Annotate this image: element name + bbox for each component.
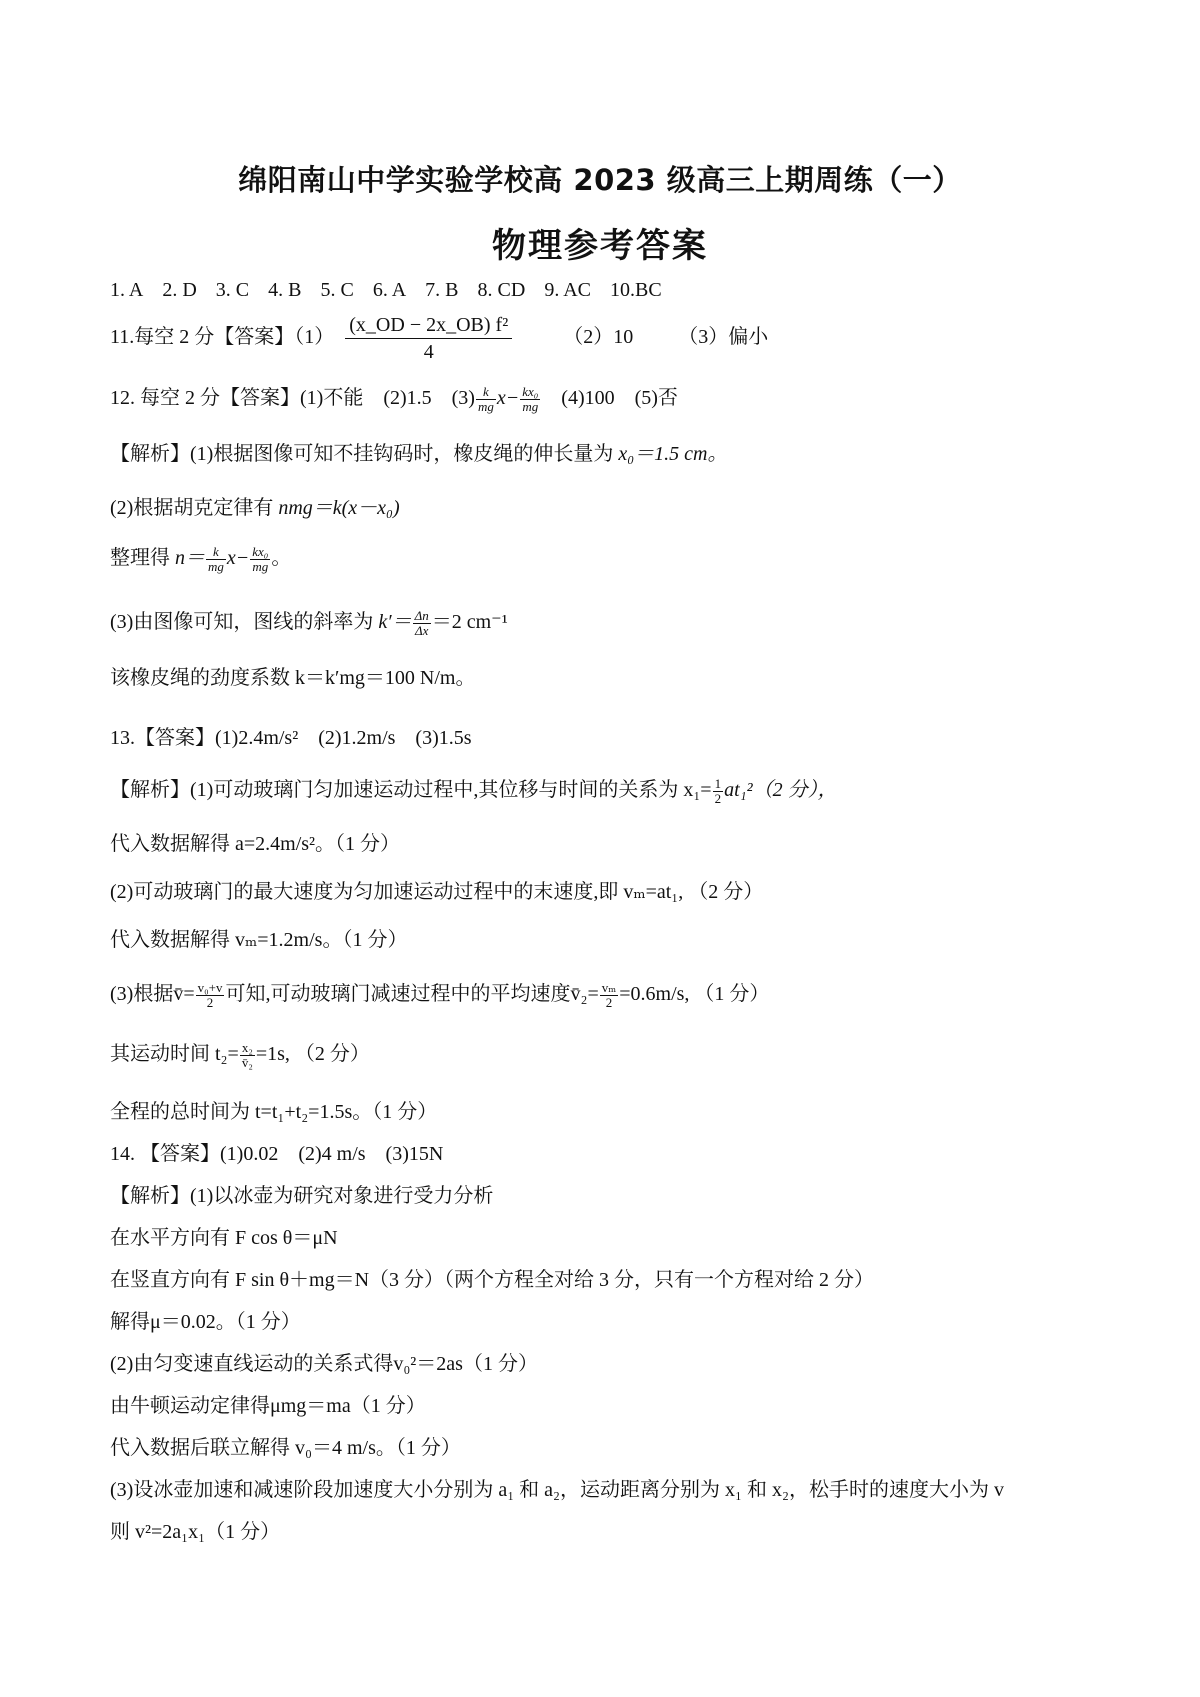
- q14-answer: 14. 【答案】(1)0.02 (2)4 m/s (3)15N: [110, 1143, 444, 1165]
- choice-answer: 1. A: [110, 279, 144, 301]
- choice-answer: 7. B: [425, 279, 459, 301]
- choice-answer: 10.BC: [610, 279, 662, 301]
- choice-answer: 3. C: [215, 279, 250, 301]
- q14-analysis-2: 在水平方向有 F cos θ＝μN: [110, 1227, 338, 1249]
- q13-answer: 13.【答案】(1)2.4m/s² (2)1.2m/s (3)1.5s: [110, 727, 472, 749]
- q14-analysis-1: 【解析】(1)以冰壶为研究对象进行受力分析: [110, 1185, 494, 1207]
- school-title: 绵阳南山中学实验学校高 2023 级高三上期周练（一）: [238, 163, 962, 197]
- document-title: 物理参考答案: [492, 226, 708, 266]
- choice-answers: [110, 276, 1110, 304]
- choice-answer: 5. C: [320, 279, 354, 301]
- q14-analysis-4: 解得μ＝0.02。（1 分）: [110, 1311, 301, 1333]
- q12-answer: 12. 每空 2 分【答案】(1)不能 (2)1.5 (3) $\frac{k}{mg}$ x− $\frac{\text{kx₀}}{mg}$ (4)100 (5)否: [110, 383, 678, 414]
- q13-analysis-1: 【解析】(1)可动玻璃门匀加速运动过程中,其位移与时间的关系为 x₁= $\frac{1}{2}$ at₁²（2 分），: [110, 775, 838, 806]
- q12-fraction-k: $\frac{k}{mg}$: [477, 383, 494, 414]
- choice-answer: 8. CD: [477, 279, 526, 301]
- choice-answer: 6. A: [372, 279, 407, 301]
- q12-analysis-4: (3)由图像可知，图线的斜率为 k′＝ $\frac{\Delta n}{\Delta x}$ ＝2 cm⁻¹: [110, 607, 508, 638]
- q13-analysis-6: 其运动时间 t₂= $\frac{\text{x₂}}{\text{v̄₂}}$ =1s, （2 分）: [110, 1039, 370, 1070]
- q12-analysis-1: 【解析】(1)根据图像可知不挂钩码时，橡皮绳的伸长量为 x₀＝1.5 cm。: [110, 443, 728, 465]
- q12-fraction-kx0: $\frac{\text{kx₀}}{mg}$: [522, 383, 539, 414]
- choice-answer: 9. AC: [544, 279, 591, 301]
- q14-analysis-3: 在竖直方向有 F sin θ＋mg＝N（3 分）（两个方程全对给 3 分，只有一个方程对给 2 分）: [110, 1269, 875, 1291]
- choice-answer: 2. D: [162, 279, 197, 301]
- q14-analysis-7: 代入数据后联立解得 v₀＝4 m/s。（1 分）: [110, 1437, 461, 1459]
- q12-analysis-2: (2)根据胡克定律有 nmg＝k(x－x₀): [110, 497, 400, 519]
- q11-answer: 11.每空 2 分【答案】（1） $\frac{\text{(x\_OD − 2x\_OB) f²}}{4}$ （2）10 （3）偏小: [110, 314, 769, 363]
- q12-analysis-3: 整理得 n＝ $\frac{k}{mg}$ x− $\frac{\text{kx₀}}{mg}$ 。: [110, 543, 292, 574]
- q14-analysis-9: 则 v²=2a₁x₁（1 分）: [110, 1521, 281, 1543]
- q13-analysis-3: (2)可动玻璃门的最大速度为匀加速运动过程中的末速度,即 vₘ=at₁, （2 分）: [110, 881, 764, 903]
- q13-analysis-2: 代入数据解得 a=2.4m/s²。（1 分）: [110, 833, 401, 855]
- q13-analysis-4: 代入数据解得 vₘ=1.2m/s。（1 分）: [110, 929, 408, 951]
- q12-analysis-5: 该橡皮绳的劲度系数 k＝k′mg＝100 N/m。: [110, 667, 476, 689]
- q13-analysis-7: 全程的总时间为 t=t₁+t₂=1.5s。（1 分）: [110, 1101, 438, 1123]
- choice-answer: 4. B: [268, 279, 302, 301]
- q11-formula: $\frac{\text{(x\_OD − 2x\_OB) f²}}{4}$: [345, 312, 512, 365]
- q14-analysis-5: (2)由匀变速直线运动的关系式得v₀²＝2as（1 分）: [110, 1353, 538, 1375]
- q14-analysis-8: (3)设冰壶加速和减速阶段加速度大小分别为 a₁ 和 a₂，运动距离分别为 x₁ 和 x₂，松手时的速度大小为 v: [110, 1479, 1004, 1501]
- q14-analysis-6: 由牛顿运动定律得μmg＝ma（1 分）: [110, 1395, 426, 1417]
- q13-analysis-5: (3)根据v̄= $\frac{\text{v₀+v}}{2}$ 可知,可动玻璃门减速过程中的平均速度v̄₂= $\frac{\text{vₘ}}{2}$ =0.6m/s, （1 分）: [110, 979, 770, 1010]
